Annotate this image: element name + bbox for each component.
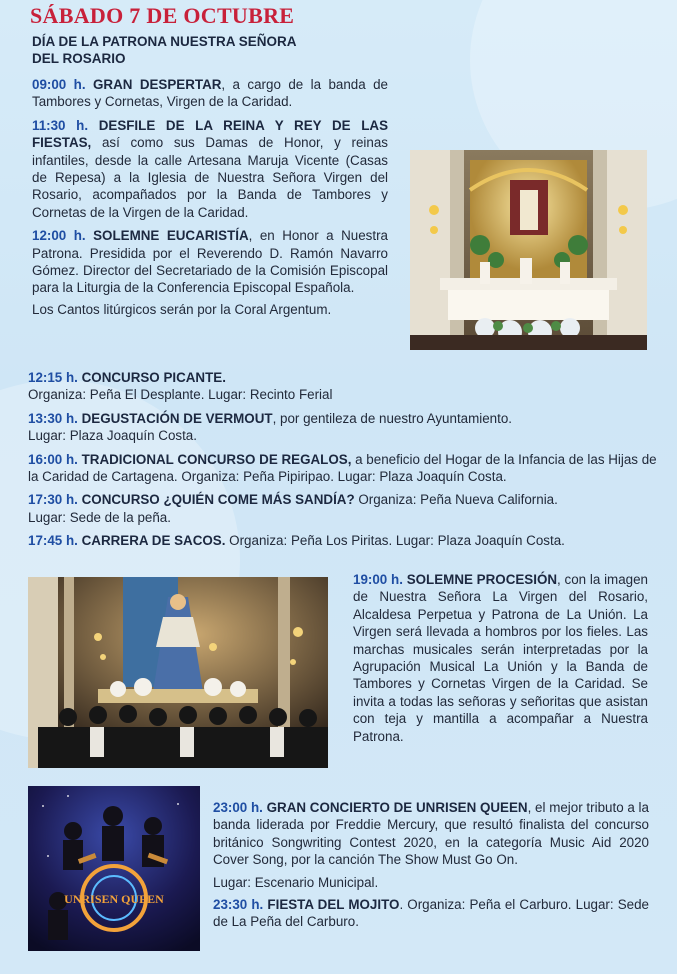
page-subtitle: DÍA DE LA PATRONA NUESTRA SEÑORA DEL ROSARIO: [32, 34, 297, 66]
event-concierto-place: Lugar: Escenario Municipal.: [213, 874, 379, 890]
event-vermout: 13:30 h. DEGUSTACIÓN DE VERMOUT, por gentileza de nuestro Ayuntamiento.: [28, 410, 513, 426]
event-sacos: 17:45 h. CARRERA DE SACOS. Organiza: Peña Los Piritas. Lugar: Plaza Joaquín Costa.: [28, 533, 565, 549]
page-title: SÁBADO 7 DE OCTUBRE: [30, 3, 295, 28]
morning-events: [32, 76, 388, 318]
event-mojito: 23:30 h. FIESTA DEL MOJITO. Organiza: Peña el Carburo. Lugar: Sede de La Peña del Carburo.: [213, 897, 649, 930]
night-events: [213, 799, 649, 931]
event-picante: 12:15 h. CONCURSO PICANTE.: [28, 370, 226, 385]
band-logo: UNRISEN QUEEN: [64, 892, 164, 906]
procession-illustration: [28, 577, 328, 768]
procession-event: [353, 571, 648, 745]
event-vermout-details: Lugar: Plaza Joaquín Costa.: [28, 428, 197, 444]
band-poster: [28, 786, 200, 951]
event-eucaristia-note: Los Cantos litúrgicos serán por la Coral Argentum.: [32, 301, 332, 317]
event-eucaristia: 12:00 h. SOLEMNE EUCARISTÍA, en Honor a Nuestra Patrona. Presidida por el Reverendo D. Ramón Navarro Gómez. Director del Secretariado de la Comisión Episcopal para la Liturgia de la Conferencia Episcopal Española.: [32, 228, 388, 296]
event-sandia-details: Lugar: Sede de la peña.: [28, 509, 171, 525]
band-illustration: [28, 786, 200, 951]
procession-photo: [28, 577, 328, 768]
altar-illustration: [410, 150, 647, 350]
event-sandia: 17:30 h. CONCURSO ¿QUIÉN COME MÁS SANDÍA? Organiza: Peña Nueva California.: [28, 492, 558, 508]
event-picante-details: Organiza: Peña El Desplante. Lugar: Recinto Ferial: [28, 387, 333, 403]
event-regalos: 16:00 h. TRADICIONAL CONCURSO DE REGALOS, a beneficio del Hogar de la Infancia de las Hijas de la Caridad de Cartagena. Organiza: Peña Pipiripao. Lugar: Plaza Joaquín Costa.: [28, 451, 657, 485]
afternoon-events: [28, 369, 658, 550]
church-altar-photo: [410, 150, 647, 350]
event-procesion: 19:00 h. SOLEMNE PROCESIÓN, con la imagen de Nuestra Señora La Virgen del Rosario, Alcaldesa Perpetua y Patrona de La Unión. La Virgen será llevada a hombros por los fieles. Las marchas musicales serán interpretadas por la Agrupación Musical La Unión y la Banda de Tambores y Cornetas Virgen de la Caridad. Se invita a todas las señoras y señoritas que asistan con teja y mantilla a acompañar a Nuestra Patrona.: [353, 572, 648, 744]
event-desfile: 11:30 h. DESFILE DE LA REINA Y REY DE LAS FIESTAS, así como sus Damas de Honor, y reinas infantiles, desde la calle Artesana Maruja Vicente (Casas de Repesa) a la Iglesia de Nuestra Señora Virgen del Rosario, acompañados por la Banda de Tambores y Cornetas de la Virgen de la Caridad.: [32, 117, 388, 220]
event-concierto: 23:00 h. GRAN CONCIERTO DE UNRISEN QUEEN, el mejor tributo a la banda liderada por Freddie Mercury, que resultó finalista del concurso británico Songwriting Contest 2020, en la categoría Music Aid 2020 Cover Song, por la canción The Show Must Go On.: [213, 800, 649, 868]
event-despertar: 09:00 h. GRAN DESPERTAR, a cargo de la banda de Tambores y Cornetas, Virgen de la Caridad.: [32, 77, 388, 110]
